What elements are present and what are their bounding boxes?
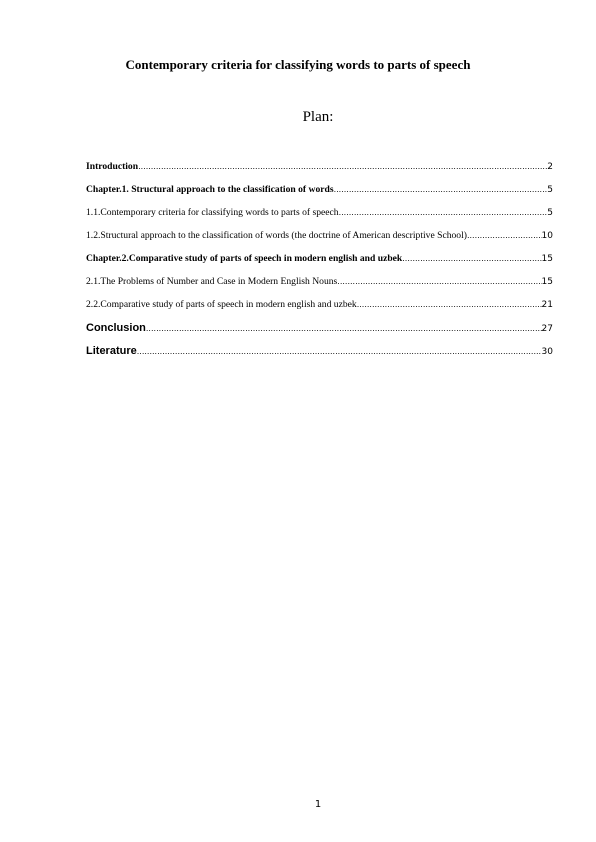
- toc-entry-title: 1.2.Structural approach to the classification of words (the doctrine of American descriptive School): [86, 230, 467, 241]
- toc-page-number: 30: [541, 347, 553, 357]
- toc-entry-chapter-2[interactable]: [86, 253, 553, 276]
- toc-page-number: 2: [547, 162, 553, 172]
- toc-dot-leader: [402, 254, 541, 263]
- document-title: Contemporary criteria for classifying words to parts of speech: [125, 57, 471, 72]
- page-number: 1: [314, 799, 322, 810]
- toc-page-number: 5: [547, 185, 553, 195]
- toc-entry-title: Conclusion: [86, 322, 146, 334]
- toc-entry-conclusion[interactable]: [86, 322, 553, 345]
- toc-page-number: 10: [541, 231, 553, 241]
- toc-entry-section-2-1[interactable]: [86, 276, 553, 299]
- toc-dot-leader: [339, 208, 548, 217]
- toc-entry-title: Literature: [86, 345, 137, 357]
- toc-dot-leader: [337, 277, 541, 286]
- toc-dot-leader: [137, 347, 542, 356]
- toc-page-number: 5: [547, 208, 553, 218]
- toc-dot-leader: [357, 300, 542, 309]
- toc-entry-section-1-1[interactable]: [86, 207, 553, 230]
- toc-entry-literature[interactable]: [86, 345, 553, 368]
- toc-entry-title: 1.1.Contemporary criteria for classifying words to parts of speech: [86, 207, 339, 218]
- toc-entry-introduction[interactable]: [86, 161, 553, 184]
- toc-page-number: 15: [541, 254, 553, 264]
- toc-dot-leader: [467, 231, 542, 240]
- toc-page-number: 15: [541, 277, 553, 287]
- toc-entry-title: 2.1.The Problems of Number and Case in Modern English Nouns: [86, 276, 338, 287]
- plan-heading: Plan:: [302, 109, 334, 125]
- toc-entry-section-1-2[interactable]: [86, 230, 553, 253]
- toc-dot-leader: [146, 324, 542, 333]
- toc-entry-title: 2.2.Comparative study of parts of speech in modern english and uzbek: [86, 299, 357, 310]
- table-of-contents: [86, 161, 553, 368]
- toc-entry-title: Introduction: [86, 161, 139, 172]
- toc-dot-leader: [334, 185, 548, 194]
- toc-entry-chapter-1[interactable]: [86, 184, 553, 207]
- toc-entry-section-2-2[interactable]: [86, 299, 553, 322]
- toc-page-number: 27: [541, 324, 553, 334]
- toc-page-number: 21: [541, 300, 553, 310]
- toc-entry-title: Chapter.2.Comparative study of parts of speech in modern english and uzbek: [86, 253, 403, 264]
- toc-entry-title: Chapter.1. Structural approach to the classification of words: [86, 184, 334, 195]
- toc-dot-leader: [138, 162, 547, 171]
